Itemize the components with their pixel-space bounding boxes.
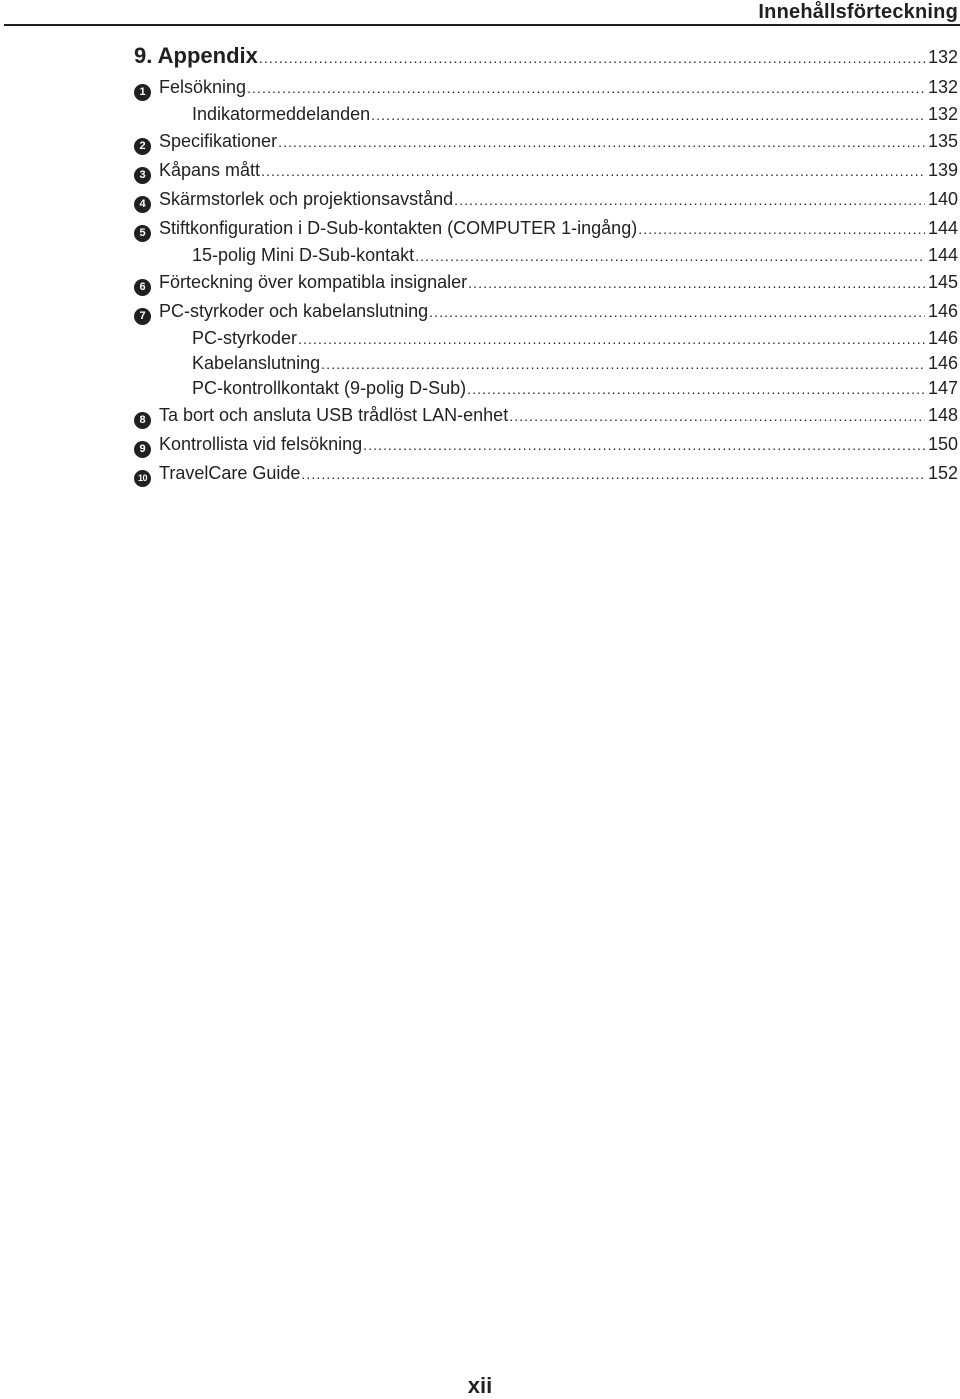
toc-entry-page: 144 [927,218,958,238]
toc-entry-page: 146 [927,328,958,348]
section-number-badge: 9 [134,441,151,458]
toc-leader-dots [638,214,925,244]
toc-entry-title[interactable]: PC-styrkoder och kabelanslutning [159,301,429,321]
toc-entry-page: 148 [927,405,958,425]
toc-section-entry[interactable] [134,185,958,214]
toc-section-entry[interactable] [134,268,958,297]
toc-subentry[interactable] [134,376,958,401]
section-number-badge: 1 [134,84,151,101]
toc-subentry[interactable] [134,102,958,127]
toc-entry-page: 152 [927,463,958,483]
toc-leader-dots [363,430,925,460]
section-number-badge: 7 [134,308,151,325]
toc-subentry[interactable] [134,326,958,351]
toc-entry-page: 145 [927,272,958,292]
toc-entry-page: 140 [927,189,958,209]
toc-leader-dots [259,40,925,76]
toc-section-entry[interactable] [134,459,958,488]
toc-leader-dots [454,185,925,215]
toc-chapter-page: 132 [927,47,958,67]
toc-leader-dots [468,268,925,298]
toc-entry-title[interactable]: Felsökning [159,77,247,97]
toc-entry-page: 132 [927,104,958,124]
toc-subentry[interactable] [134,243,958,268]
toc-leader-dots [429,297,925,327]
toc-entry-page: 146 [927,301,958,321]
toc-entry-page: 132 [927,77,958,97]
toc-entry-page: 144 [927,245,958,265]
section-number-badge: 6 [134,279,151,296]
toc-section-entry[interactable] [134,401,958,430]
toc-section-entry[interactable] [134,214,958,243]
header-title: Innehållsförteckning [758,1,958,23]
toc-entry-page: 139 [927,160,958,180]
section-number-badge: 3 [134,167,151,184]
toc-entry-page: 150 [927,434,958,454]
toc-entry-title[interactable]: Specifikationer [159,131,278,151]
toc-entry-page: 135 [927,131,958,151]
section-number-badge: 4 [134,196,151,213]
toc-section-entry[interactable] [134,297,958,326]
header-divider [4,24,960,26]
toc-leader-dots [509,401,925,431]
toc-section-entry[interactable] [134,73,958,102]
toc-entry-title[interactable]: Kåpans mått [159,160,261,180]
section-number-badge: 2 [134,138,151,155]
toc-leader-dots [301,459,925,489]
toc-entry-title[interactable]: Ta bort och ansluta USB trådlöst LAN-enhet [159,405,509,425]
toc-entry-title[interactable]: 15-polig Mini D-Sub-kontakt [192,245,415,265]
toc-entry-page: 146 [927,353,958,373]
toc-subentry[interactable] [134,351,958,376]
toc-entry-title[interactable]: Skärmstorlek och projektionsavstånd [159,189,454,209]
toc-leader-dots [371,102,925,128]
section-number-badge: 10 [134,470,151,487]
toc-leader-dots [278,127,925,157]
toc-section-entry[interactable] [134,430,958,459]
toc-section-entry[interactable] [134,127,958,156]
toc-entry-title[interactable]: Förteckning över kompatibla insignaler [159,272,468,292]
toc-leader-dots [261,156,925,186]
toc-entry-title[interactable]: Kontrollista vid felsökning [159,434,363,454]
toc-entry-page: 147 [927,378,958,398]
section-number-badge: 5 [134,225,151,242]
toc-entry-title[interactable]: PC-styrkoder [192,328,298,348]
toc-leader-dots [415,243,925,269]
toc-chapter-entry[interactable] [134,38,958,73]
toc-entry-title[interactable]: Kabelanslutning [192,353,321,373]
table-of-contents [134,38,958,488]
toc-entry-list [134,73,958,488]
toc-entry-title[interactable]: Stiftkonfiguration i D-Sub-kontakten (COMPUTER 1-ingång) [159,218,638,238]
toc-entry-title[interactable]: Indikatormeddelanden [192,104,371,124]
toc-section-entry[interactable] [134,156,958,185]
toc-entry-title[interactable]: TravelCare Guide [159,463,301,483]
toc-leader-dots [467,376,925,402]
toc-entry-title[interactable]: PC-kontrollkontakt (9-polig D-Sub) [192,378,467,398]
section-number-badge: 8 [134,412,151,429]
toc-leader-dots [298,326,925,352]
toc-leader-dots [247,73,925,103]
toc-chapter-title[interactable]: 9. Appendix [134,43,258,68]
page-header [0,0,960,26]
toc-leader-dots [321,351,925,377]
page-number: xii [467,1373,493,1398]
